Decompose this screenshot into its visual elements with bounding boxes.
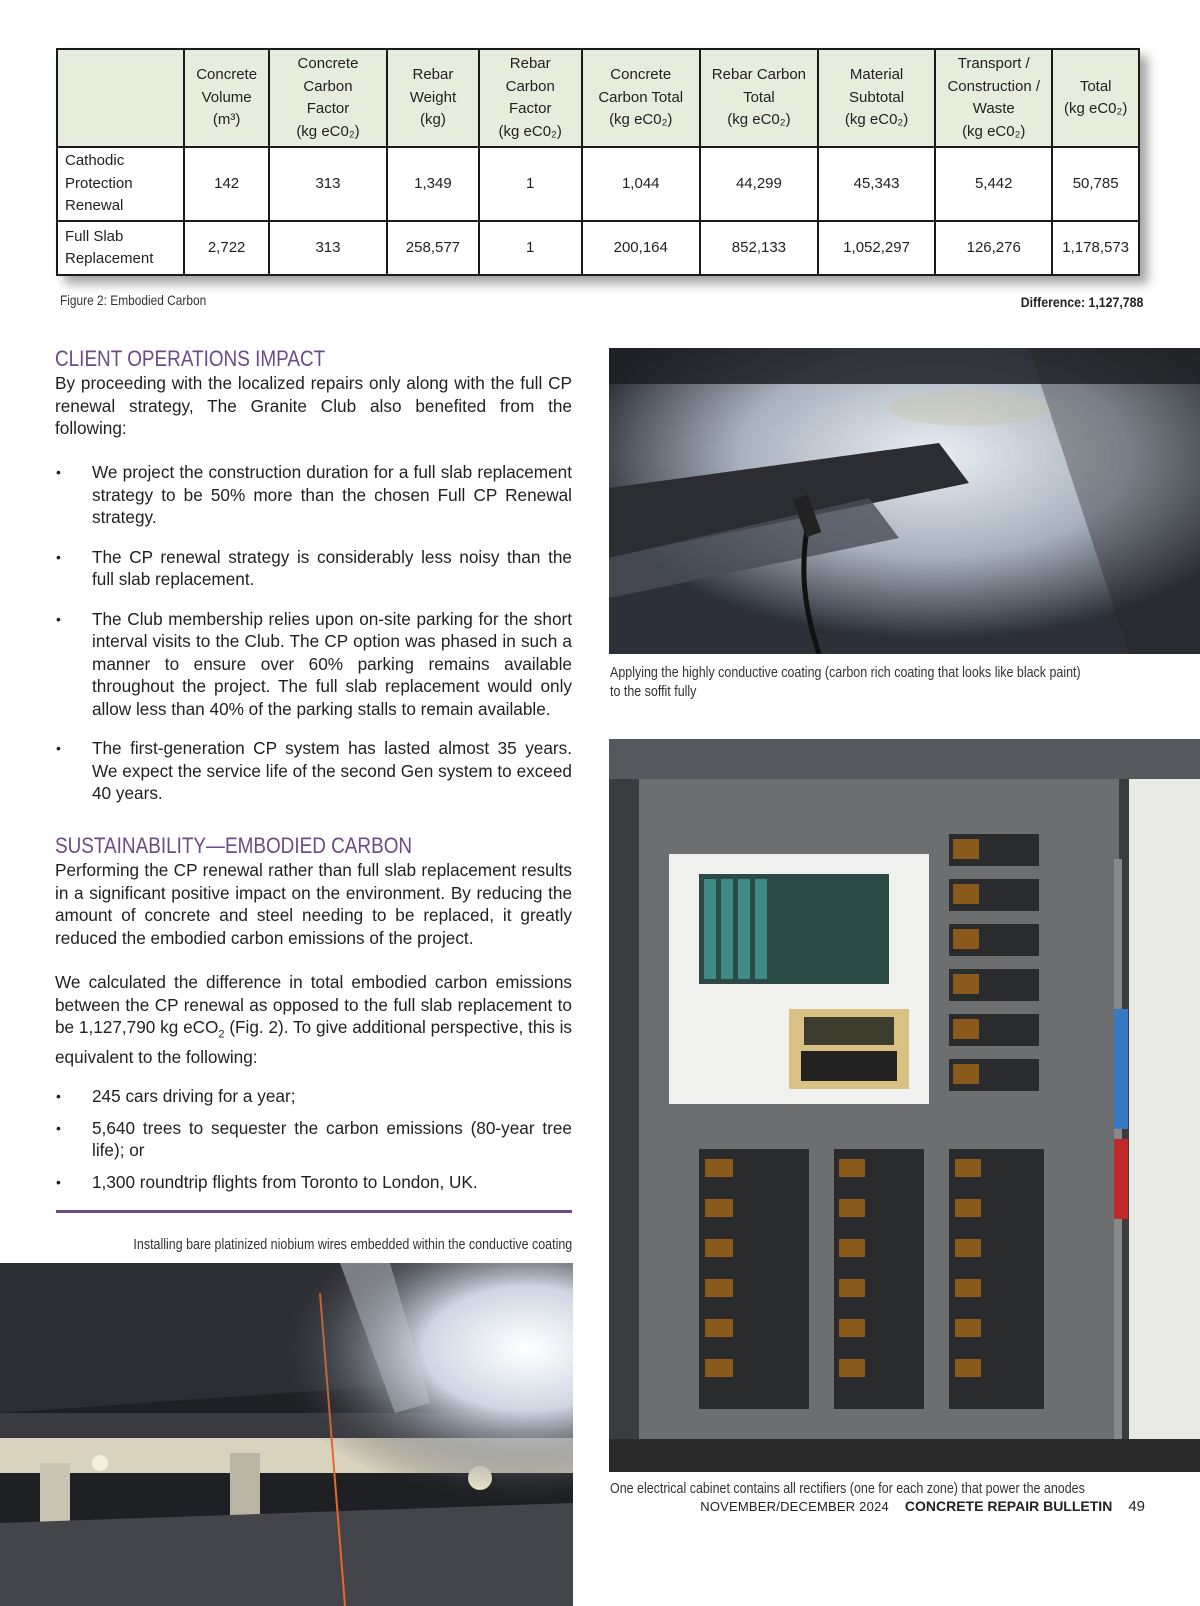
table-header-line: Material	[849, 66, 904, 84]
table-row	[57, 221, 1139, 275]
table-header-cell	[818, 49, 935, 147]
table-cell: 1,178,573	[1052, 221, 1139, 275]
table-header-line: (kg eC0₂)	[962, 122, 1026, 140]
table-header-cell	[387, 49, 479, 147]
table-cell: 1	[479, 147, 582, 221]
row-label	[57, 147, 184, 221]
row-label-line: Renewal	[65, 197, 124, 215]
table-header-line: Concrete	[297, 55, 359, 72]
table-header-cell	[269, 49, 387, 147]
coating-photo-caption: Applying the highly conductive coating (carbon rich coating that looks like black paint) to the soffit fully	[610, 665, 1081, 700]
table-header-row	[57, 49, 1139, 147]
table-header-empty	[57, 49, 184, 147]
row-label-line: Cathodic	[65, 152, 125, 170]
section2-para1: Performing the CP renewal rather than full slab replacement results in a significant positive impact on the environment. By reducing the amount of concrete and steel needing to be replaced, it greatly reduced the embodied carbon emissions of the project.	[55, 860, 572, 948]
row-label-line: Protection	[65, 174, 133, 192]
table-header-cell	[479, 49, 582, 147]
table-cell: 313	[269, 221, 387, 275]
table-header-line: Factor	[508, 100, 552, 117]
table-cell: 2,722	[184, 221, 269, 275]
table-header-line: (kg eC0₂)	[1063, 100, 1128, 117]
table-cell: 45,343	[818, 147, 935, 221]
table-header-line: Construction /	[947, 77, 1040, 95]
section1-intro: By proceeding with the localized repairs only along with the full CP renewal strategy, The Granite Club also benefited from the following:	[55, 373, 572, 438]
footer-publication: CONCRETE REPAIR BULLETIN	[904, 1498, 1113, 1514]
row-label	[57, 221, 184, 275]
table-header-line: (kg eC0₂)	[498, 122, 562, 140]
table-header-cell	[700, 49, 818, 147]
table-cell: 852,133	[700, 221, 818, 275]
table-header-line: Total	[1079, 77, 1112, 95]
table-header-line: Rebar	[509, 55, 551, 72]
figure-caption: Figure 2: Embodied Carbon	[60, 292, 207, 308]
page-footer	[700, 1498, 1145, 1515]
table-header-line: (kg eC0₂)	[844, 111, 909, 129]
table-header-cell	[582, 49, 700, 147]
table-header-line: (kg)	[420, 111, 446, 129]
section-heading-client-operations: CLIENT OPERATIONS IMPACT	[55, 346, 326, 371]
list-item: • The Club membership relies upon on-site parking for the short interval visits to the Club. The CP option was phased in such a manner to ensure over 60% parking remains available throughout the project. The full slab replacement would only allow less than 40% of the parking stalls to remain available.	[55, 608, 572, 721]
list-item: • The first-generation CP system has lasted almost 35 years. We expect the service life of the second Gen system to exceed 40 years.	[55, 737, 572, 805]
list-item: • The CP renewal strategy is considerably less noisy than the full slab replacement.	[55, 546, 572, 591]
table-header-line: Carbon	[303, 77, 353, 95]
table-header-line: (m³)	[212, 111, 241, 129]
table-row	[57, 147, 1139, 221]
section2-para2	[55, 971, 572, 1068]
table-cell: 44,299	[700, 147, 818, 221]
table-cell: 1,349	[387, 147, 479, 221]
embodied-carbon-table-wrapper	[56, 48, 1140, 276]
section-heading-sustainability: SUSTAINABILITY—EMBODIED CARBON	[55, 833, 413, 858]
table-header-line: Concrete	[196, 66, 258, 84]
table-header-line: (kg eC0₂)	[727, 111, 791, 129]
table-header-line: Concrete	[610, 66, 672, 84]
table-header-line: Total	[743, 88, 775, 106]
table-header-line: Factor	[306, 100, 350, 117]
para2-text-a: We calculated the difference in total embodied carbon emissions between the CP renewal as opposed to the full slab replacement to be 1,127,790 kg eCO	[55, 972, 572, 1037]
wires-photo-caption: Installing bare platinized niobium wires embedded within the conductive coating	[133, 1237, 572, 1253]
row-label-line: Replacement	[65, 250, 154, 267]
table-header-line: Carbon	[505, 77, 555, 95]
section-divider	[56, 1210, 572, 1213]
embodied-carbon-table	[56, 48, 1140, 276]
table-header-line: Weight	[409, 88, 457, 106]
table-header-line: Subtotal	[849, 88, 905, 106]
table-header-line: Volume	[201, 88, 252, 106]
difference-total: Difference: 1,127,788	[1020, 294, 1143, 310]
table-cell: 258,577	[387, 221, 479, 275]
list-item: • 5,640 trees to sequester the carbon emissions (80-year tree life); or	[55, 1117, 572, 1162]
table-cell: 50,785	[1052, 147, 1139, 221]
table-header-line: (kg eC0₂)	[296, 122, 360, 140]
section2-bullet-list	[55, 1085, 572, 1193]
table-header-cell	[935, 49, 1052, 147]
row-label-line: Full Slab	[65, 227, 124, 245]
page-number: 49	[1128, 1498, 1145, 1515]
table-header-line: (kg eC0₂)	[609, 111, 673, 129]
parking-garage-photo	[0, 1263, 573, 1606]
cabinet-photo	[609, 739, 1200, 1472]
table-header-line: Rebar Carbon	[711, 66, 807, 84]
table-header-line: Carbon Total	[598, 88, 684, 106]
table-cell: 200,164	[582, 221, 700, 275]
list-item: • 245 cars driving for a year;	[55, 1085, 572, 1108]
coating-photo	[609, 348, 1200, 654]
footer-issue: NOVEMBER/DECEMBER 2024	[700, 1499, 889, 1514]
table-header-line: Transport /	[957, 55, 1030, 72]
cabinet-photo-caption: One electrical cabinet contains all rectifiers (one for each zone) that power the anodes	[610, 1481, 1085, 1497]
table-header-line: Rebar	[412, 66, 454, 84]
table-header-cell	[184, 49, 269, 147]
table-cell: 1	[479, 221, 582, 275]
list-item: • We project the construction duration for a full slab replacement strategy to be 50% more than the chosen Full CP Renewal strategy.	[55, 461, 572, 529]
table-cell: 5,442	[935, 147, 1052, 221]
table-cell: 313	[269, 147, 387, 221]
table-cell: 1,052,297	[818, 221, 935, 275]
table-cell: 142	[184, 147, 269, 221]
para2-subscript: 2	[218, 1028, 225, 1041]
list-item: • 1,300 roundtrip flights from Toronto to London, UK.	[55, 1171, 572, 1194]
para2-text-b: (Fig. 2). To give additional perspective, this is equivalent to the following:	[55, 1017, 572, 1067]
table-cell: 126,276	[935, 221, 1052, 275]
table-header-line: Waste	[972, 100, 1015, 117]
section1-bullet-list	[55, 461, 572, 805]
table-header-cell	[1052, 49, 1139, 147]
table-cell: 1,044	[582, 147, 700, 221]
